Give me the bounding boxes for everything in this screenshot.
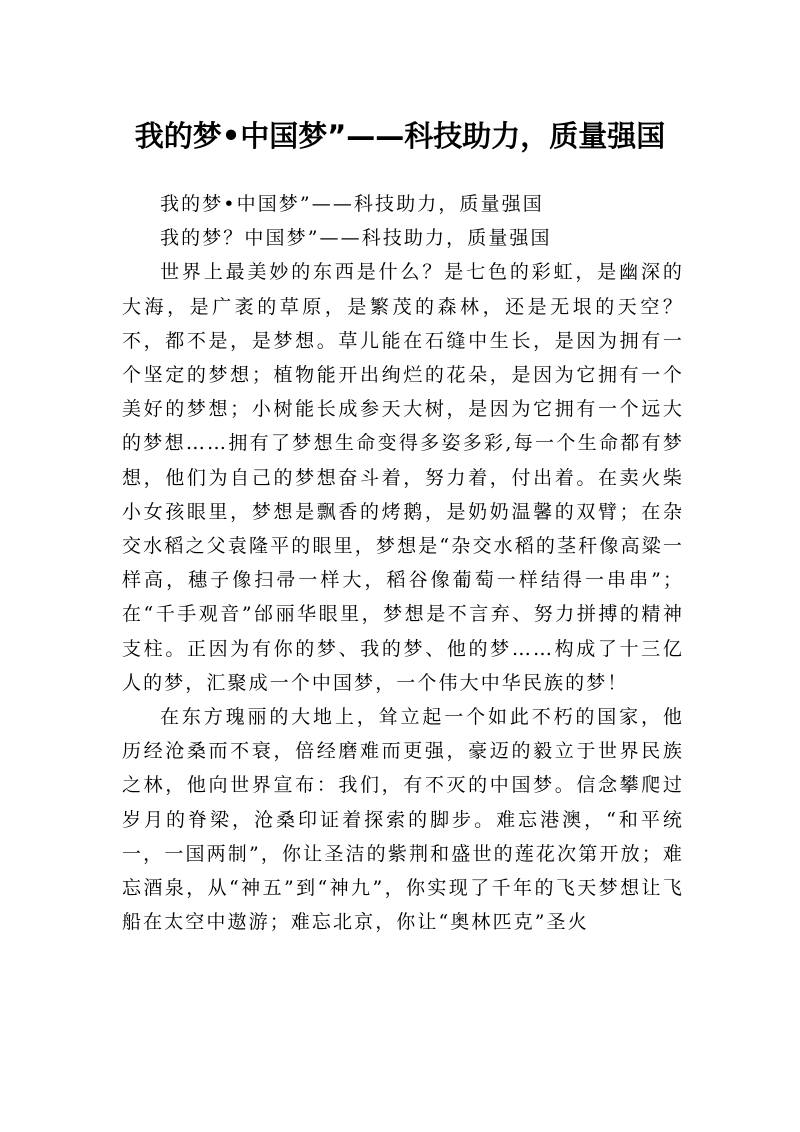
paragraph-subtitle-1: 我的梦•中国梦”——科技助力，质量强国 — [160, 193, 544, 215]
paragraph-subtitle-2: 我的梦？中国梦”——科技助力，质量强国 — [160, 227, 552, 250]
paragraph-china-dream: 在东方瑰丽的大地上，耸立起一个如此不朽的国家，他历经沧桑而不衰，倍经磨难而更强，豪迈的毅立于世界民族之林，他向世界宣布：我们，有不灭的中国梦。信念攀爬过岁月的脊梁，沧桑印证着探索的脚步。难忘港澳，“和平统一，一国两制”，你让圣洁的紫荆和盛世的莲花次第开放；难忘酒泉，从“神五”到“神九”，你实现了千年的飞天梦想让飞船在太空中遨游；难忘北京，你让“奥林匹克”圣火 — [122, 706, 684, 934]
document-body — [122, 187, 684, 939]
document-title: 我的梦•中国梦”——科技助力，质量强国 — [134, 119, 666, 154]
paragraph-dreams: 世界上最美妙的东西是什么？是七色的彩虹，是幽深的大海，是广袤的草原，是繁茂的森林，还是无垠的天空？不，都不是，是梦想。草儿能在石缝中生长，是因为拥有一个坚定的梦想；植物能开出绚烂的花朵，是因为它拥有一个美好的梦想；小树能长成参天大树，是因为它拥有一个远大的梦想……拥有了梦想生命变得多姿多彩,每一个生命都有梦想，他们为自己的梦想奋斗着，努力着，付出着。在卖火柴小女孩眼里，梦想是飘香的烤鹅，是奶奶温馨的双臂；在杂交水稻之父袁隆平的眼里，梦想是“杂交水稻的茎秆像高粱一样高，穗子像扫帚一样大，稻谷像葡萄一样结得一串串”；在“千手观音”邰丽华眼里，梦想是不言弃、努力拼搏的精神支柱。正因为有你的梦、我的梦、他的梦……构成了十三亿人的梦，汇聚成一个中国梦，一个伟大中华民族的梦！ — [122, 261, 684, 694]
